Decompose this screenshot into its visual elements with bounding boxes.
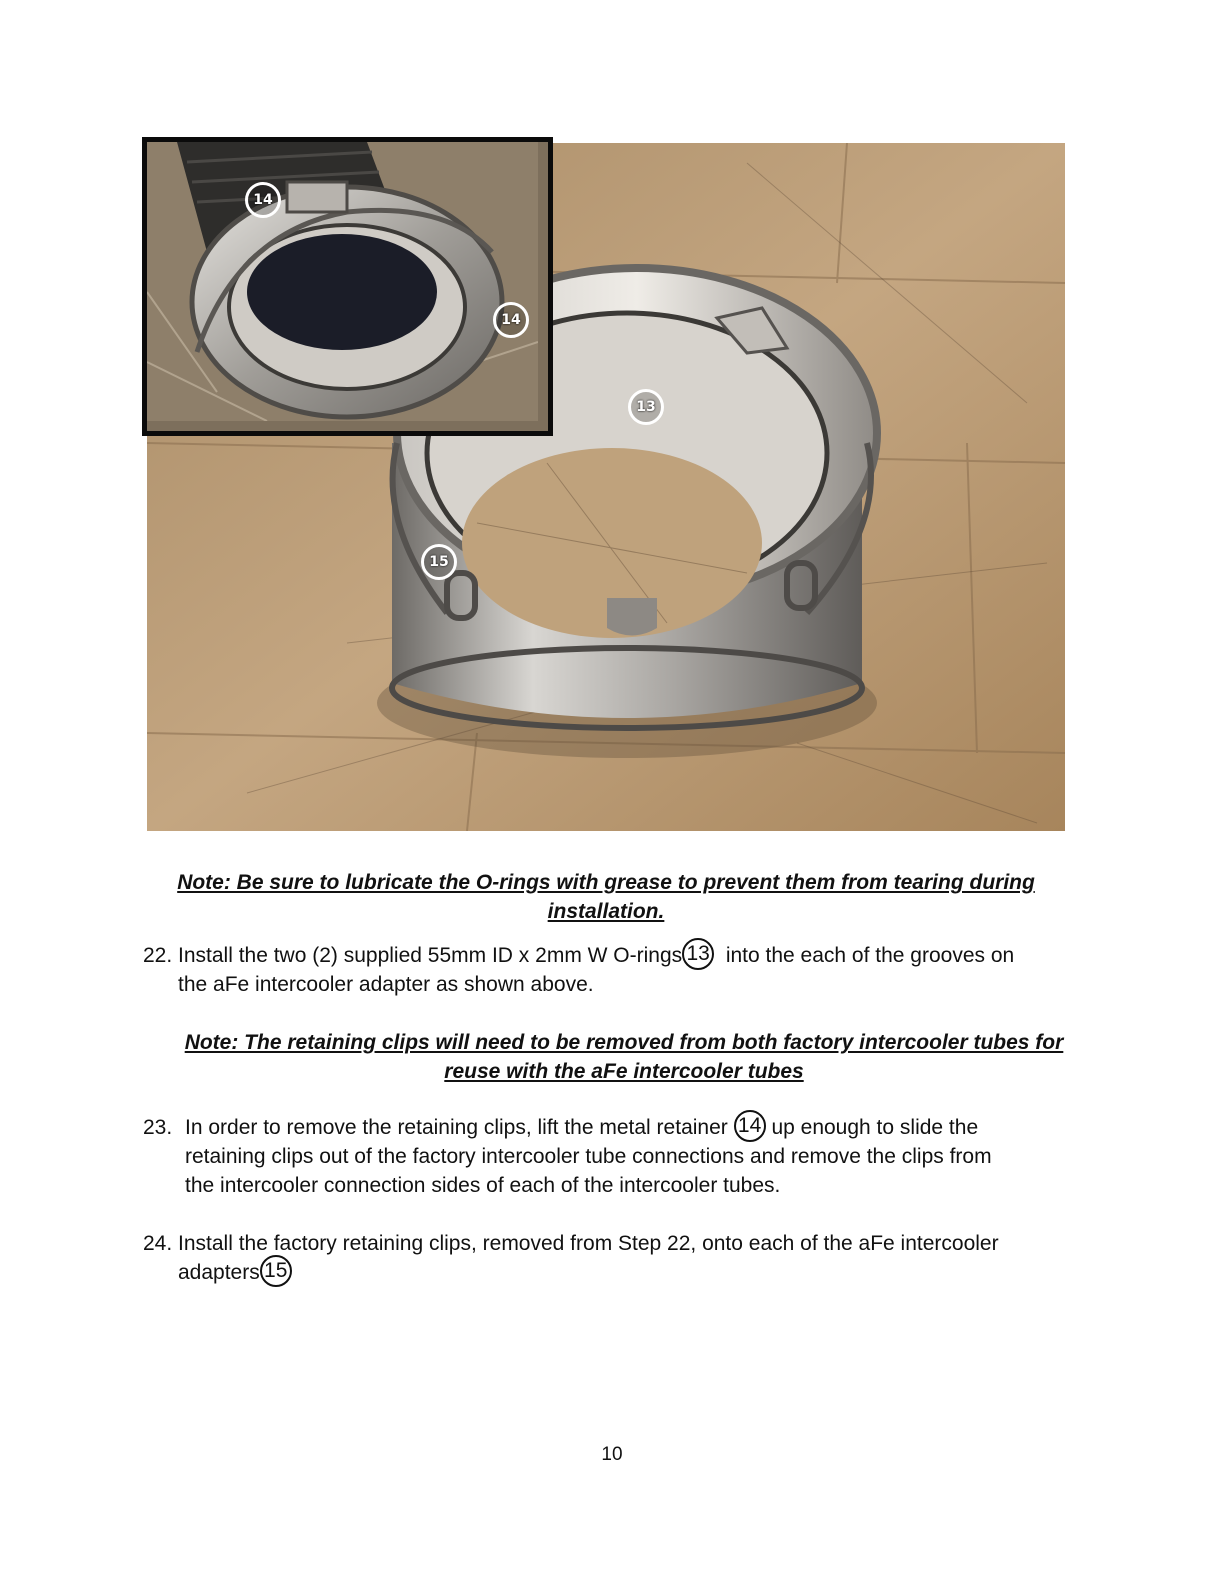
callout-15: 15 bbox=[260, 1255, 292, 1287]
step-text: Install the two (2) supplied 55mm ID x 2mm W O-rings bbox=[178, 944, 683, 967]
photo-callout-15: 15 bbox=[421, 544, 457, 580]
lubrication-note bbox=[150, 868, 1062, 926]
step-line: Install the factory retaining clips, removed from Step 22, onto each of the aFe intercooler bbox=[178, 1232, 999, 1255]
step-24 bbox=[143, 1229, 1083, 1287]
photo-callout-14-right: 14 bbox=[493, 302, 529, 338]
step-text: adapters bbox=[178, 1261, 260, 1284]
inset-illustration bbox=[147, 142, 538, 421]
step-line bbox=[178, 1258, 1083, 1287]
callout-14: 14 bbox=[734, 1110, 766, 1142]
step-text: up enough to slide the bbox=[771, 1116, 979, 1139]
step-number: 23. bbox=[143, 1116, 173, 1139]
inset-photo bbox=[142, 137, 553, 436]
step-number: 24. bbox=[143, 1232, 173, 1255]
step-number: 22. bbox=[143, 944, 173, 967]
note-line: Note: Be sure to lubricate the O-rings with grease to prevent them from tearing during bbox=[177, 871, 1035, 894]
step-line: the intercooler connection sides of each of the intercooler tubes. bbox=[185, 1174, 781, 1198]
step-line bbox=[185, 1113, 1083, 1142]
step-text: into the each of the grooves on bbox=[725, 944, 1015, 967]
step-line: retaining clips out of the factory intercooler tube connections and remove the clips from bbox=[185, 1145, 992, 1169]
callout-13: 13 bbox=[682, 938, 714, 970]
step-line bbox=[178, 941, 1083, 970]
step-line: the aFe intercooler adapter as shown above. bbox=[178, 973, 594, 997]
note-line: reuse with the aFe intercooler tubes bbox=[444, 1060, 804, 1083]
step-text: In order to remove the retaining clips, lift the metal retainer bbox=[185, 1116, 728, 1139]
step-23 bbox=[143, 1113, 1083, 1200]
retaining-clips-note bbox=[180, 1028, 1068, 1086]
photo-callout-13: 13 bbox=[628, 389, 664, 425]
note-line: Note: The retaining clips will need to be removed from both factory intercooler tubes for bbox=[184, 1031, 1064, 1054]
step-22 bbox=[143, 941, 1083, 999]
page-number: 10 bbox=[601, 1444, 623, 1465]
photo-callout-14-top: 14 bbox=[245, 182, 281, 218]
note-line: installation. bbox=[547, 900, 665, 923]
